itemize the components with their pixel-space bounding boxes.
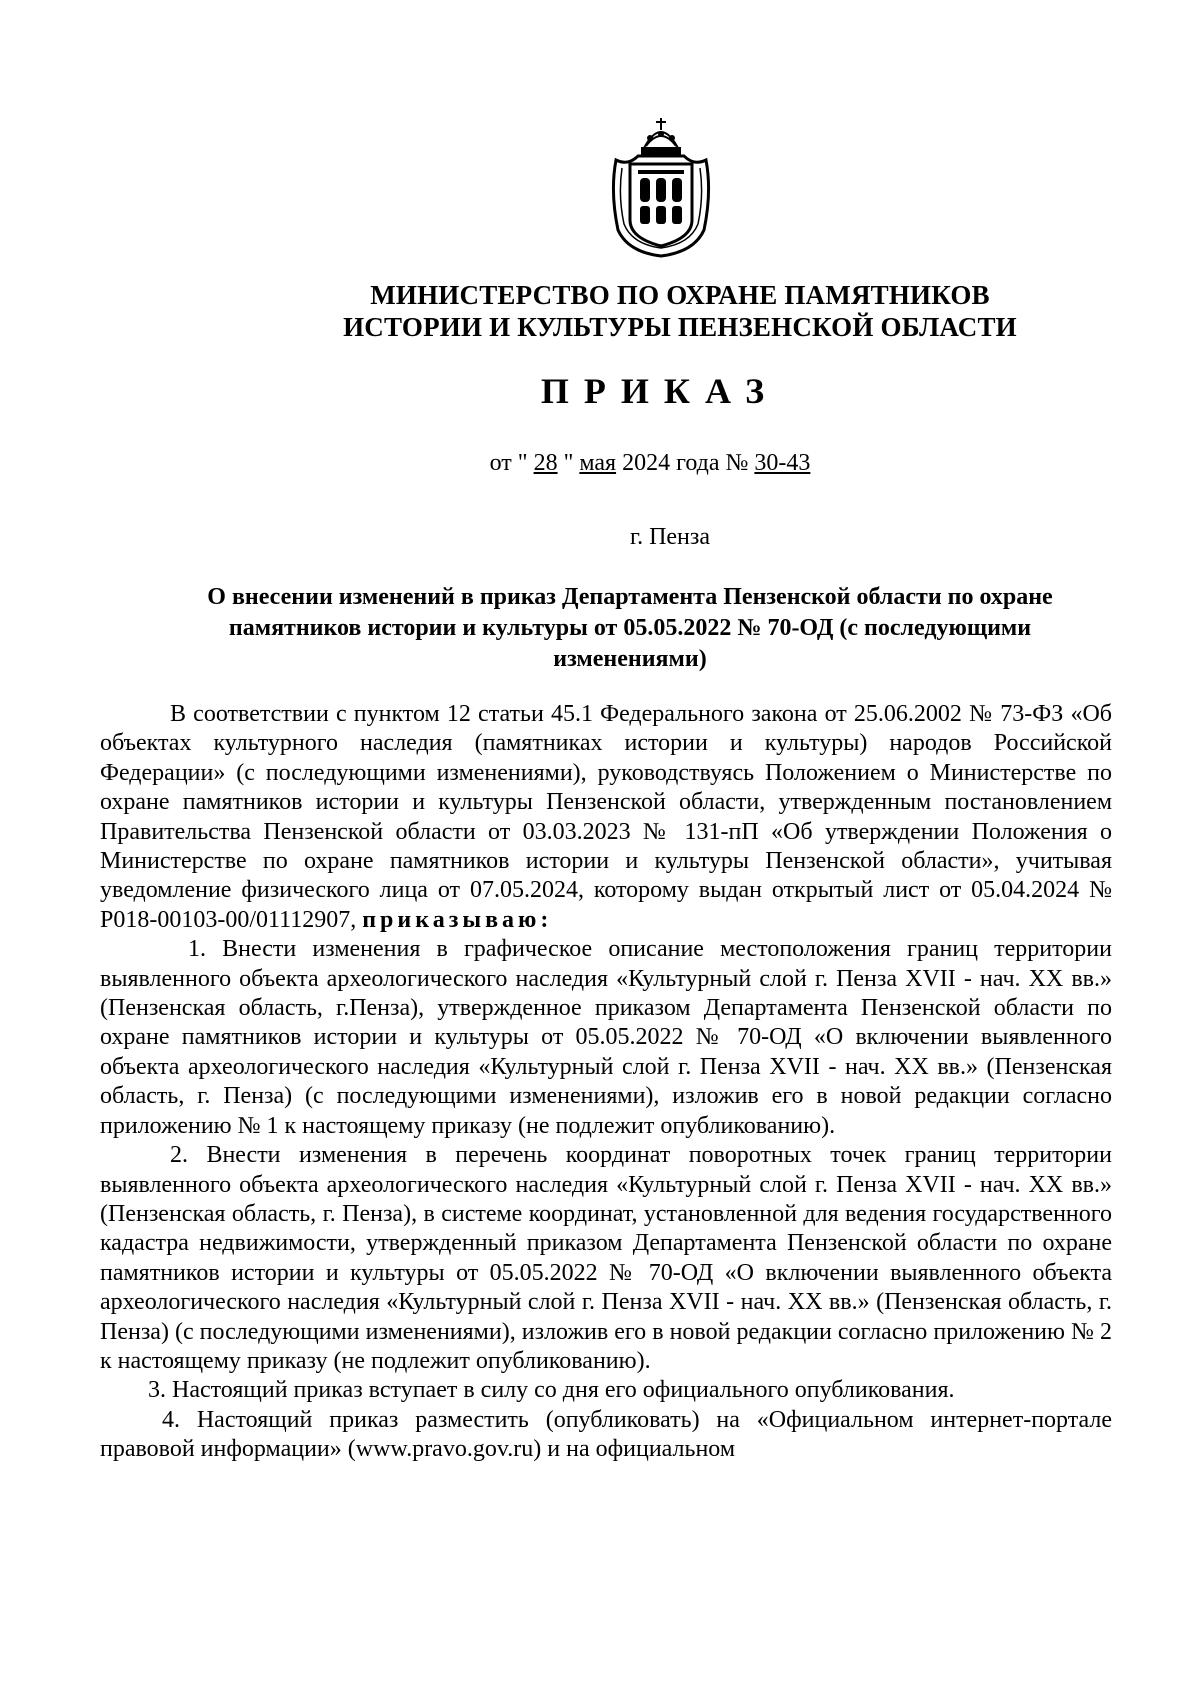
preamble-paragraph [100, 700, 1112, 935]
ministry-name-line2: ИСТОРИИ И КУЛЬТУРЫ ПЕНЗЕНСКОЙ ОБЛАСТИ [343, 312, 1017, 342]
order-dateline [400, 450, 900, 477]
ministry-name-line1: МИНИСТЕРСТВО ПО ОХРАНЕ ПАМЯТНИКОВ [370, 280, 990, 310]
prikazyvayu-word: приказываю: [362, 906, 553, 933]
preamble-text: В соответствии с пунктом 12 статьи 45.1 Федерального закона от 25.06.2002 № 73-ФЗ «Об объектах культурного наследия (памятниках истории и культуры) народов Российской Федерации» (с последующими изменениями), руководствуясь Положением о Министерстве по охране памятников истории и культуры Пензенской области, утвержденным постановлением Правительства Пензенской области от 03.03.2023 № 131-пП «Об утверждении Положения о Министерстве по охране памятников истории и культуры Пензенской области», учитывая уведомление физического лица от 07.05.2024, которому выдан открытый лист от 05.04.2024 № Р018-00103-00/01112907, [100, 701, 1112, 933]
order-body [100, 700, 1112, 1465]
coat-of-arms-emblem [608, 112, 714, 258]
order-item-2: 2. Внести изменения в перечень координат поворотных точек границ территории выявленного объекта археологического наследия «Культурный слой г. Пенза XVII - нач. XX вв.» (Пензенская область, г. Пенза), в системе координат, установленной для ведения государственного кадастра недвижимости, утвержденный приказом Департамента Пензенской области по охране памятников истории и культуры от 05.05.2022 № 70-ОД «О включении выявленного объекта археологического наследия «Культурный слой г. Пенза XVII - нач. XX вв.» (Пензенская область, г. Пенза) (с последующими изменениями), изложив его в новой редакции согласно приложению № 2 к настоящему приказу (не подлежит опубликованию). [100, 1142, 1112, 1374]
date-month: мая [579, 450, 617, 476]
order-title: ПРИКАЗ [540, 371, 780, 411]
order-item-1: 1. Внести изменения в графическое описание местоположения границ территории выявленного объекта археологического наследия «Культурный слой г. Пенза XVII - нач. XX вв.» (Пензенская область, г.Пенза), утвержденное приказом Департамента Пензенской области по охране памятников истории и культуры от 05.05.2022 № 70-ОД «О включении выявленного объекта археологического наследия «Культурный слой г. Пенза XVII - нач. XX вв.» (Пензенская область, г. Пенза) (с последующими изменениями), изложив его в новой редакции согласно приложению № 1 к настоящему приказу (не подлежит опубликованию). [100, 936, 1112, 1139]
order-number: 30-43 [754, 450, 811, 476]
date-separator: " [563, 450, 574, 476]
date-year: 2024 года № [622, 450, 749, 476]
date-day: 28 [533, 450, 558, 476]
order-item-4: 4. Настоящий приказ разместить (опубликовать) на «Официальном интернет-портале правовой информации» (www.pravo.gov.ru) и на официальном [100, 1406, 1112, 1463]
city-line: г. Пенза [629, 524, 711, 550]
order-item-3: 3. Настоящий приказ вступает в силу со дня его официального опубликования. [148, 1377, 955, 1404]
date-prefix: от " [489, 450, 528, 476]
order-subject: О внесении изменений в приказ Департамента Пензенской области по охране памятников истории и культуры от 05.05.2022 № 70-ОД (с последующими изменениями) [207, 584, 1053, 672]
